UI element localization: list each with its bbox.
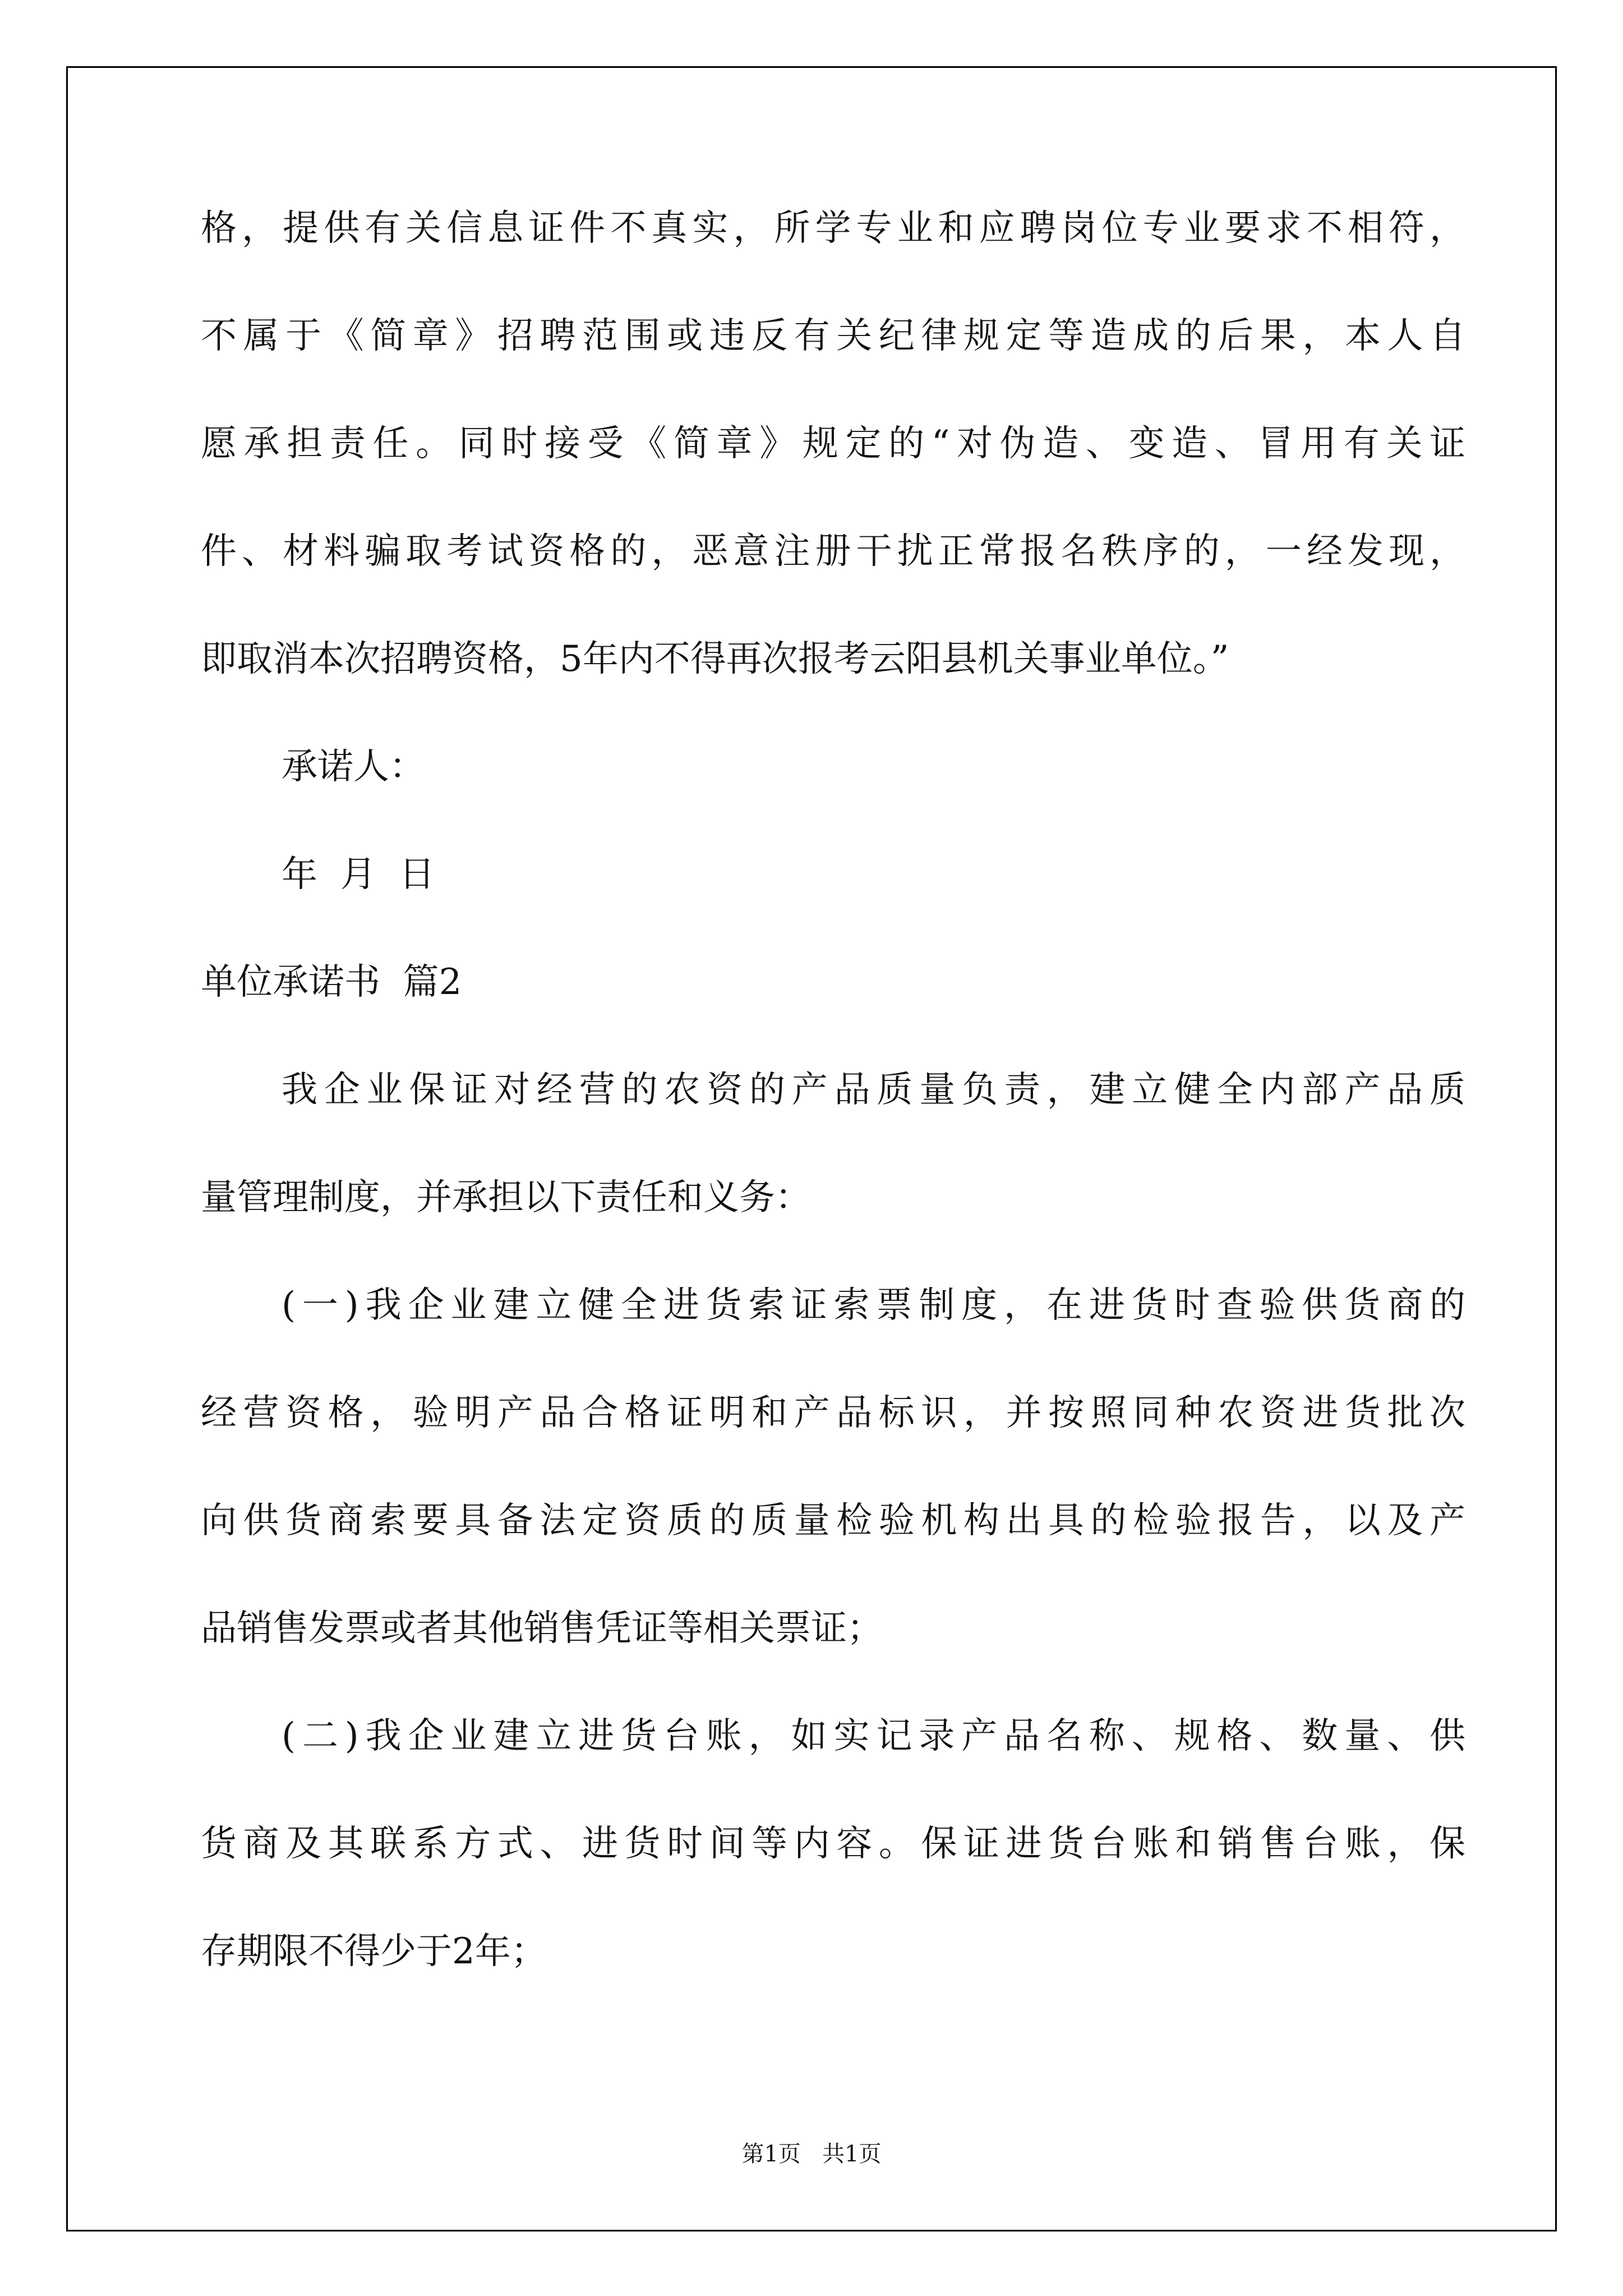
body-line: 愿承担责任。同时接受《简章》规定的“对伪造、变造、冒用有关证 <box>201 423 1465 464</box>
page-footer: 第1页 共1页 <box>741 2141 882 2167</box>
body-line: 货商及其联系方式、进货时间等内容。保证进货台账和销售台账，保 <box>201 1823 1465 1865</box>
body-line: 存期限不得少于2年； <box>201 1931 547 1972</box>
body-line: 经营资格，验明产品合格证明和产品标识，并按照同种农资进货批次 <box>201 1392 1465 1434</box>
body-line: 向供货商索要具备法定资质的质量检验机构出具的检验报告，以及产 <box>201 1500 1465 1542</box>
body-line: 不属于《简章》招聘范围或违反有关纪律规定等造成的后果，本人自 <box>201 315 1465 357</box>
body-line: 量管理制度，并承担以下责任和义务： <box>201 1177 811 1218</box>
body-line: (一)我企业建立健全进货索证索票制度，在进货时查验供货商的 <box>282 1285 1465 1326</box>
section-heading: 单位承诺书 篇2 <box>201 961 462 1003</box>
date-line: 年 月 日 <box>282 854 435 895</box>
body-line: 我企业保证对经营的农资的产品质量负责，建立健全内部产品质 <box>282 1069 1465 1111</box>
body-line: 格，提供有关信息证件不真实，所学专业和应聘岗位专业要求不相符， <box>201 208 1465 249</box>
body-line: 即取消本次招聘资格，5年内不得再次报考云阳县机关事业单位。” <box>201 638 1229 680</box>
body-line: (二)我企业建立进货台账，如实记录产品名称、规格、数量、供 <box>282 1715 1465 1757</box>
document-body <box>201 210 1465 2041</box>
body-line: 件、材料骗取考试资格的，恶意注册干扰正常报名秩序的，一经发现， <box>201 531 1465 572</box>
body-line: 品销售发票或者其他销售凭证等相关票证； <box>201 1608 883 1649</box>
signature-label: 承诺人： <box>282 746 425 788</box>
